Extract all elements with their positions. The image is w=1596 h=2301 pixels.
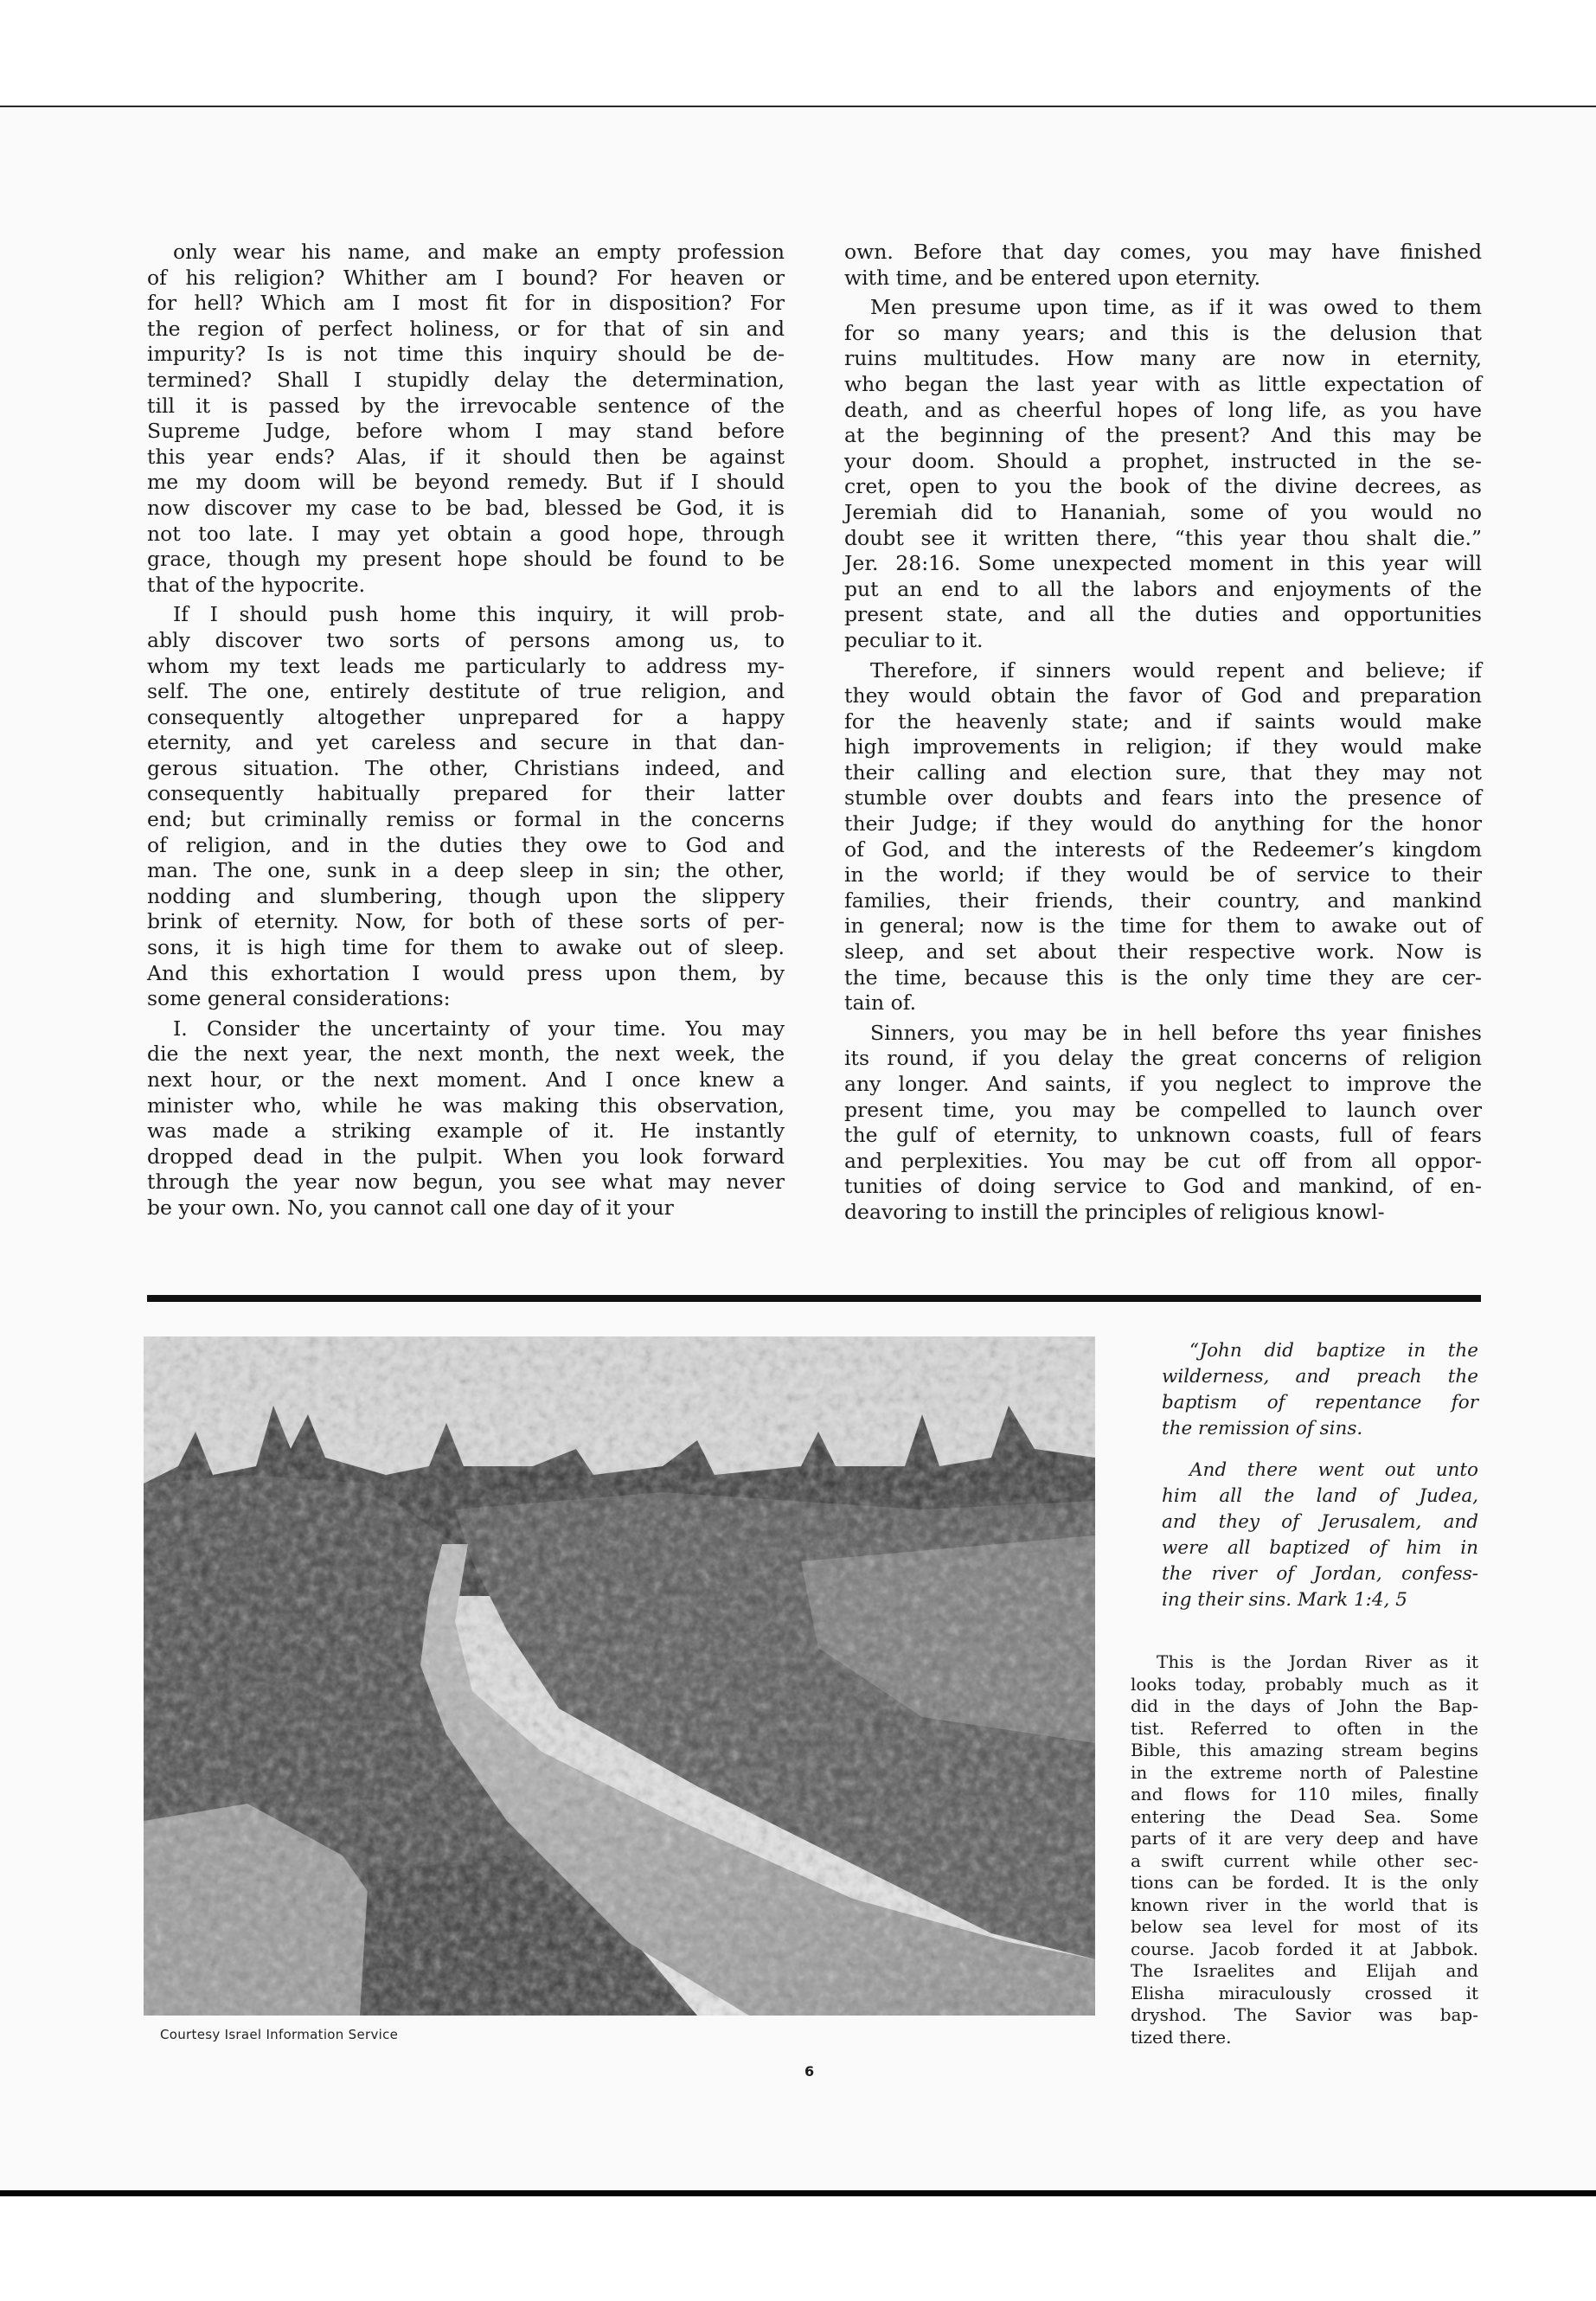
text-line: ruins multitudes. How many are now in eternity, xyxy=(844,346,1482,371)
text-line: their calling and election sure, that they may not xyxy=(844,760,1482,785)
text-line: brink of eternity. Now, for both of these sorts of per- xyxy=(147,909,785,934)
text-line: ing their sins. Mark 1:4, 5 xyxy=(1162,1589,1407,1611)
text-line: Elisha miraculously crossed it xyxy=(1131,1982,1478,2003)
text-line: grace, though my present hope should be found to be xyxy=(147,547,785,572)
paragraph xyxy=(1162,1458,1478,1613)
text-line: dropped dead in the pulpit. When you look forward xyxy=(147,1144,785,1169)
text-line: And there went out unto xyxy=(1189,1459,1478,1481)
text-line: him all the land of Judea, xyxy=(1162,1485,1478,1507)
text-line: whom my text leads me particularly to address my- xyxy=(147,653,785,678)
text-line: this year ends? Alas, if it should then be against xyxy=(147,444,785,469)
text-line: peculiar to it. xyxy=(844,627,984,652)
text-line: And this exhortation I would press upon them, by xyxy=(147,960,785,985)
text-line: self. The one, entirely destitute of true religion, and xyxy=(147,679,785,704)
text-line: be your own. No, you cannot call one day of it your xyxy=(147,1195,674,1220)
text-line: in the world; if they would be of service to their xyxy=(844,862,1482,888)
text-line: doubt see it written there, “this year thou shalt die.” xyxy=(844,525,1482,550)
text-line: termined? Shall I stupidly delay the determination, xyxy=(147,367,785,392)
text-line: consequently altogether unprepared for a happy xyxy=(147,704,785,729)
text-line: gerous situation. The other, Christians indeed, and xyxy=(147,755,785,780)
text-line: at the beginning of the present? And this may be xyxy=(844,423,1482,448)
paragraph xyxy=(1162,1338,1478,1442)
text-line: impurity? Is is not time this inquiry should be de- xyxy=(147,342,785,367)
text-line: only wear his name, and make an empty profession xyxy=(173,240,785,264)
text-line: in general; now is the time for them to awake out of xyxy=(844,913,1482,939)
text-line: were all baptized of him in xyxy=(1162,1537,1478,1559)
text-line: the river of Jordan, confess- xyxy=(1162,1563,1478,1585)
text-line: for the heavenly state; and if saints would make xyxy=(844,708,1482,734)
text-line: present time, you may be compelled to launch over xyxy=(844,1097,1482,1122)
text-line: end; but criminally remiss or formal in the concerns xyxy=(147,807,785,832)
text-line: who began the last year with as little expectation of xyxy=(844,371,1482,396)
text-line: of his religion? Whither am I bound? For heaven or xyxy=(147,265,785,290)
text-line: below sea level for most of its xyxy=(1131,1916,1478,1937)
text-line: minister who, while he was making this observation, xyxy=(147,1093,785,1118)
text-line: Bible, this amazing stream begins xyxy=(1131,1740,1478,1760)
text-line: of religion, and in the duties they owe to God and xyxy=(147,832,785,857)
paragraph xyxy=(844,658,1482,1016)
jordan-river-photo xyxy=(144,1336,1095,2016)
photo-credit: Courtesy Israel Information Service xyxy=(160,2027,399,2042)
article-left-column xyxy=(147,240,785,1226)
text-line: in the extreme north of Palestine xyxy=(1131,1761,1478,1783)
paragraph xyxy=(844,240,1482,291)
text-line: next hour, or the next moment. And I once knew a xyxy=(147,1067,785,1092)
text-line: own. Before that day comes, you may have finished xyxy=(844,240,1482,264)
paragraph xyxy=(147,602,785,1012)
text-line: for hell? Which am I most fit for in disposition? For xyxy=(147,291,785,316)
text-line: deavoring to instill the principles of religious knowl- xyxy=(844,1199,1385,1224)
text-line: present state, and all the duties and opportunities xyxy=(844,602,1482,627)
text-line: Sinners, you may be in hell before ths year finishes xyxy=(870,1020,1482,1045)
text-line: Supreme Judge, before whom I may stand before xyxy=(147,419,785,444)
text-line: was made a striking example of it. He instantly xyxy=(147,1118,785,1144)
text-line: Jer. 28:16. Some unexpected moment in this year will xyxy=(844,551,1482,576)
photo-caption xyxy=(1131,1651,1478,2053)
scripture-quote xyxy=(1162,1338,1478,1629)
text-line: the remission of sins. xyxy=(1162,1418,1363,1439)
text-line: baptism of repentance for xyxy=(1162,1392,1478,1413)
text-line: Therefore, if sinners would repent and believe; if xyxy=(870,657,1482,683)
text-line: tized there. xyxy=(1131,2026,1232,2048)
section-divider-rule xyxy=(147,1295,1481,1302)
text-line: wilderness, and preach the xyxy=(1162,1366,1478,1388)
text-line: sons, it is high time for them to awake out of sleep. xyxy=(147,935,785,960)
text-line: and they of Jerusalem, and xyxy=(1162,1511,1478,1533)
text-line: with time, and be entered upon eternity. xyxy=(844,265,1261,290)
text-line: families, their friends, their country, and mankind xyxy=(844,888,1482,913)
text-line: cret, open to you the book of the divine decrees, as xyxy=(844,474,1482,499)
text-line: “John did baptize in the xyxy=(1189,1340,1478,1362)
text-line: I. Consider the uncertainty of your time. You may xyxy=(173,1016,785,1041)
text-line: dryshod. The Savior was bap- xyxy=(1131,2004,1478,2025)
text-line: that of the hypocrite. xyxy=(147,572,366,597)
text-line: now discover my case to be bad, blessed be God, it is xyxy=(147,495,785,520)
article-right-column xyxy=(844,240,1482,1230)
paragraph xyxy=(1131,1651,1478,2048)
text-line: me my doom will be beyond remedy. But if I should xyxy=(147,470,785,495)
text-line: high improvements in religion; if they would make xyxy=(844,734,1482,760)
text-line: its round, if you delay the great concerns of religion xyxy=(844,1046,1482,1071)
text-line: some general considerations: xyxy=(147,986,451,1011)
text-line: This is the Jordan River as it xyxy=(1157,1651,1478,1672)
text-line: the time, because this is the only time they are cer- xyxy=(844,965,1482,990)
text-line: consequently habitually prepared for their latter xyxy=(147,781,785,806)
text-line: a swift current while other sec- xyxy=(1131,1849,1478,1871)
text-line: nodding and slumbering, though upon the slippery xyxy=(147,883,785,908)
text-line: did in the days of John the Bap- xyxy=(1131,1695,1478,1716)
text-line: till it is passed by the irrevocable sentence of the xyxy=(147,393,785,418)
text-line: death, and as cheerful hopes of long life, as you have xyxy=(844,397,1482,422)
text-line: put an end to all the labors and enjoyments of the xyxy=(844,576,1482,601)
paragraph xyxy=(147,240,785,598)
paragraph xyxy=(844,1021,1482,1226)
text-line: their Judge; if they would do anything for the honor xyxy=(844,811,1482,836)
text-line: course. Jacob forded it at Jabbok. xyxy=(1131,1938,1478,1959)
text-line: tain of. xyxy=(844,990,917,1016)
page-number: 6 xyxy=(804,2063,815,2080)
text-line: stumble over doubts and fears into the presence of xyxy=(844,785,1482,811)
paragraph xyxy=(147,1016,785,1221)
text-line: eternity, and yet careless and secure in that dan- xyxy=(147,730,785,755)
text-line: If I should push home this inquiry, it will prob- xyxy=(173,602,785,627)
text-line: and perplexities. You may be cut off from all oppor- xyxy=(844,1148,1482,1173)
text-line: and flows for 110 miles, finally xyxy=(1131,1784,1478,1804)
text-line: your doom. Should a prophet, instructed in the se- xyxy=(844,448,1482,473)
text-line: through the year now begun, you see what may never xyxy=(147,1170,785,1195)
text-line: known river in the world that is xyxy=(1131,1894,1478,1915)
text-line: they would obtain the favor of God and preparation xyxy=(844,683,1482,708)
text-line: tions can be forded. It is the only xyxy=(1131,1872,1478,1893)
text-line: the region of perfect holiness, or for that of sin and xyxy=(147,316,785,341)
text-line: Jeremiah did to Hananiah, some of you would no xyxy=(844,499,1482,524)
text-line: for so many years; and this is the delusion that xyxy=(844,320,1482,345)
text-line: any longer. And saints, if you neglect to improve the xyxy=(844,1072,1482,1096)
text-line: man. The one, sunk in a deep sleep in sin; the other, xyxy=(147,858,785,883)
text-line: die the next year, the next month, the next week, the xyxy=(147,1042,785,1067)
text-line: The Israelites and Elijah and xyxy=(1131,1960,1478,1981)
text-line: the gulf of eternity, to unknown coasts, full of fears xyxy=(844,1123,1482,1148)
text-line: sleep, and set about their respective work. Now is xyxy=(844,939,1482,965)
text-line: of God, and the interests of the Redeemer’s kingdom xyxy=(844,836,1482,862)
text-line: parts of it are very deep and have xyxy=(1131,1828,1478,1849)
text-line: Men presume upon time, as if it was owed to them xyxy=(870,295,1482,320)
paragraph xyxy=(844,295,1482,653)
text-line: ably discover two sorts of persons among us, to xyxy=(147,627,785,652)
text-line: entering the Dead Sea. Some xyxy=(1131,1805,1478,1827)
text-line: not too late. I may yet obtain a good hope, through xyxy=(147,521,785,546)
text-line: tist. Referred to often in the xyxy=(1131,1717,1478,1739)
text-line: tunities of doing service to God and mankind, of en- xyxy=(844,1174,1482,1199)
text-line: looks today, probably much as it xyxy=(1131,1673,1478,1695)
